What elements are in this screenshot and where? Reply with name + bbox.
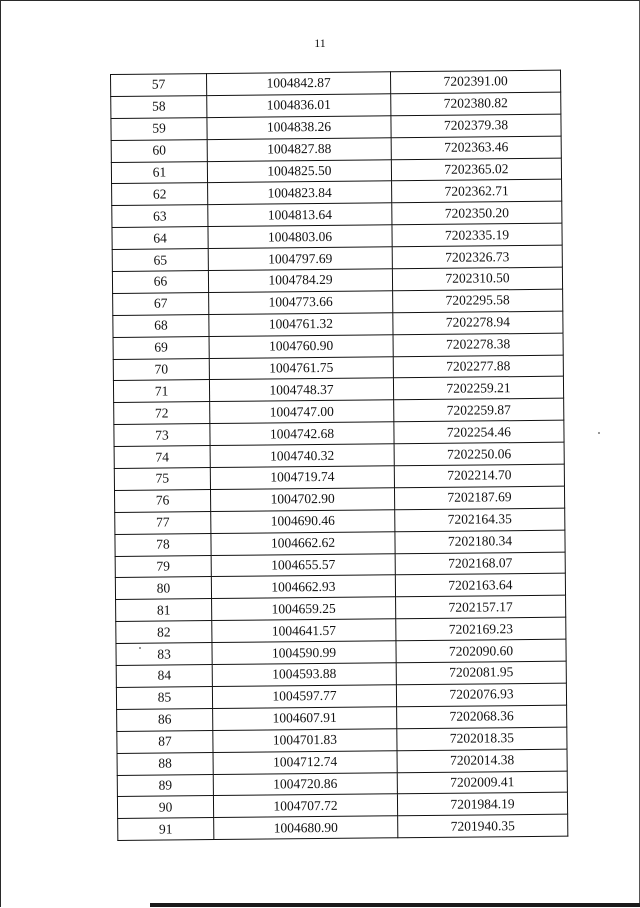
x-coordinate-cell: 1004742.68 <box>210 422 394 446</box>
x-coordinate-cell: 1004827.88 <box>207 137 391 161</box>
y-coordinate-cell: 7202068.36 <box>397 705 567 729</box>
point-number-cell: 83 <box>116 643 212 666</box>
y-coordinate-cell: 7202350.20 <box>392 202 562 226</box>
x-coordinate-cell: 1004680.90 <box>214 816 398 840</box>
y-coordinate-cell: 7202250.06 <box>394 442 564 466</box>
point-number-cell: 61 <box>111 161 207 184</box>
point-number-cell: 85 <box>116 686 212 709</box>
x-coordinate-cell: 1004593.88 <box>212 663 396 687</box>
y-coordinate-cell: 7202187.69 <box>394 486 564 510</box>
point-number-cell: 79 <box>115 555 211 578</box>
y-coordinate-cell: 7202081.95 <box>396 661 566 685</box>
y-coordinate-cell: 7202379.38 <box>391 114 561 138</box>
scan-edge <box>150 903 640 907</box>
x-coordinate-cell: 1004748.37 <box>209 378 393 402</box>
y-coordinate-cell: 7202169.23 <box>396 617 566 641</box>
point-number-cell: 59 <box>111 117 207 140</box>
x-coordinate-cell: 1004797.69 <box>208 247 392 271</box>
y-coordinate-cell: 7202164.35 <box>395 508 565 532</box>
x-coordinate-cell: 1004803.06 <box>208 225 392 249</box>
point-number-cell: 70 <box>113 358 209 381</box>
y-coordinate-cell: 7202254.46 <box>394 420 564 444</box>
point-number-cell: 66 <box>112 271 208 294</box>
y-coordinate-cell: 7202014.38 <box>397 749 567 773</box>
point-number-cell: 68 <box>113 314 209 337</box>
x-coordinate-cell: 1004597.77 <box>212 685 396 709</box>
point-number-cell: 72 <box>114 402 210 425</box>
x-coordinate-cell: 1004690.46 <box>211 510 395 534</box>
coordinate-table-body <box>111 70 568 840</box>
y-coordinate-cell: 7202259.87 <box>394 399 564 423</box>
x-coordinate-cell: 1004655.57 <box>211 553 395 577</box>
y-coordinate-cell: 7202090.60 <box>396 639 566 663</box>
y-coordinate-cell: 7202391.00 <box>390 70 560 94</box>
y-coordinate-cell: 7202259.21 <box>393 377 563 401</box>
x-coordinate-cell: 1004761.32 <box>209 313 393 337</box>
point-number-cell: 87 <box>117 730 213 753</box>
point-number-cell: 67 <box>113 292 209 315</box>
y-coordinate-cell: 7202168.07 <box>395 552 565 576</box>
x-coordinate-cell: 1004712.74 <box>213 750 397 774</box>
point-number-cell: 84 <box>116 665 212 688</box>
y-coordinate-cell: 7202335.19 <box>392 223 562 247</box>
y-coordinate-cell: 7202362.71 <box>392 180 562 204</box>
y-coordinate-cell: 7202157.17 <box>396 596 566 620</box>
x-coordinate-cell: 1004761.75 <box>209 356 393 380</box>
scan-speck <box>139 647 141 649</box>
x-coordinate-cell: 1004740.32 <box>210 444 394 468</box>
x-coordinate-cell: 1004590.99 <box>212 641 396 665</box>
y-coordinate-cell: 7202163.64 <box>395 574 565 598</box>
point-number-cell: 65 <box>112 249 208 272</box>
point-number-cell: 63 <box>112 205 208 228</box>
x-coordinate-cell: 1004825.50 <box>207 159 391 183</box>
y-coordinate-cell: 7202214.70 <box>394 464 564 488</box>
x-coordinate-cell: 1004720.86 <box>213 772 397 796</box>
x-coordinate-cell: 1004641.57 <box>212 619 396 643</box>
y-coordinate-cell: 7202076.93 <box>396 683 566 707</box>
coordinate-table-wrapper <box>110 70 567 841</box>
page-number: 11 <box>314 36 326 50</box>
point-number-cell: 78 <box>115 533 211 556</box>
y-coordinate-cell: 7202365.02 <box>391 158 561 182</box>
x-coordinate-cell: 1004842.87 <box>207 72 391 96</box>
y-coordinate-cell: 7202295.58 <box>393 289 563 313</box>
point-number-cell: 64 <box>112 227 208 250</box>
point-number-cell: 90 <box>117 796 213 819</box>
scan-speck <box>598 432 600 434</box>
point-number-cell: 91 <box>118 818 214 841</box>
y-coordinate-cell: 7202009.41 <box>397 771 567 795</box>
x-coordinate-cell: 1004747.00 <box>210 400 394 424</box>
x-coordinate-cell: 1004784.29 <box>208 269 392 293</box>
y-coordinate-cell: 7202180.34 <box>395 530 565 554</box>
y-coordinate-cell: 7202363.46 <box>391 136 561 160</box>
y-coordinate-cell: 7202018.35 <box>397 727 567 751</box>
point-number-cell: 57 <box>111 74 207 97</box>
x-coordinate-cell: 1004823.84 <box>208 181 392 205</box>
point-number-cell: 69 <box>113 336 209 359</box>
x-coordinate-cell: 1004662.62 <box>211 531 395 555</box>
x-coordinate-cell: 1004662.93 <box>211 575 395 599</box>
point-number-cell: 71 <box>113 380 209 403</box>
point-number-cell: 60 <box>111 139 207 162</box>
x-coordinate-cell: 1004836.01 <box>207 94 391 118</box>
coordinate-table <box>110 70 568 841</box>
x-coordinate-cell: 1004760.90 <box>209 334 393 358</box>
x-coordinate-cell: 1004707.72 <box>213 794 397 818</box>
point-number-cell: 80 <box>115 577 211 600</box>
point-number-cell: 73 <box>114 424 210 447</box>
point-number-cell: 76 <box>114 489 210 512</box>
y-coordinate-cell: 7201984.19 <box>397 793 567 817</box>
point-number-cell: 58 <box>111 95 207 118</box>
y-coordinate-cell: 7202277.88 <box>393 355 563 379</box>
x-coordinate-cell: 1004719.74 <box>210 466 394 490</box>
point-number-cell: 89 <box>117 774 213 797</box>
point-number-cell: 81 <box>116 599 212 622</box>
point-number-cell: 88 <box>117 752 213 775</box>
point-number-cell: 75 <box>114 468 210 491</box>
point-number-cell: 62 <box>112 183 208 206</box>
table-row <box>118 814 568 840</box>
point-number-cell: 74 <box>114 446 210 469</box>
x-coordinate-cell: 1004813.64 <box>208 203 392 227</box>
x-coordinate-cell: 1004773.66 <box>209 291 393 315</box>
x-coordinate-cell: 1004607.91 <box>213 707 397 731</box>
point-number-cell: 82 <box>116 621 212 644</box>
y-coordinate-cell: 7201940.35 <box>398 814 568 838</box>
y-coordinate-cell: 7202380.82 <box>391 92 561 116</box>
x-coordinate-cell: 1004838.26 <box>207 116 391 140</box>
point-number-cell: 77 <box>115 511 211 534</box>
x-coordinate-cell: 1004702.90 <box>210 488 394 512</box>
y-coordinate-cell: 7202310.50 <box>392 267 562 291</box>
y-coordinate-cell: 7202278.94 <box>393 311 563 335</box>
y-coordinate-cell: 7202278.38 <box>393 333 563 357</box>
y-coordinate-cell: 7202326.73 <box>392 245 562 269</box>
x-coordinate-cell: 1004701.83 <box>213 728 397 752</box>
x-coordinate-cell: 1004659.25 <box>212 597 396 621</box>
point-number-cell: 86 <box>117 708 213 731</box>
